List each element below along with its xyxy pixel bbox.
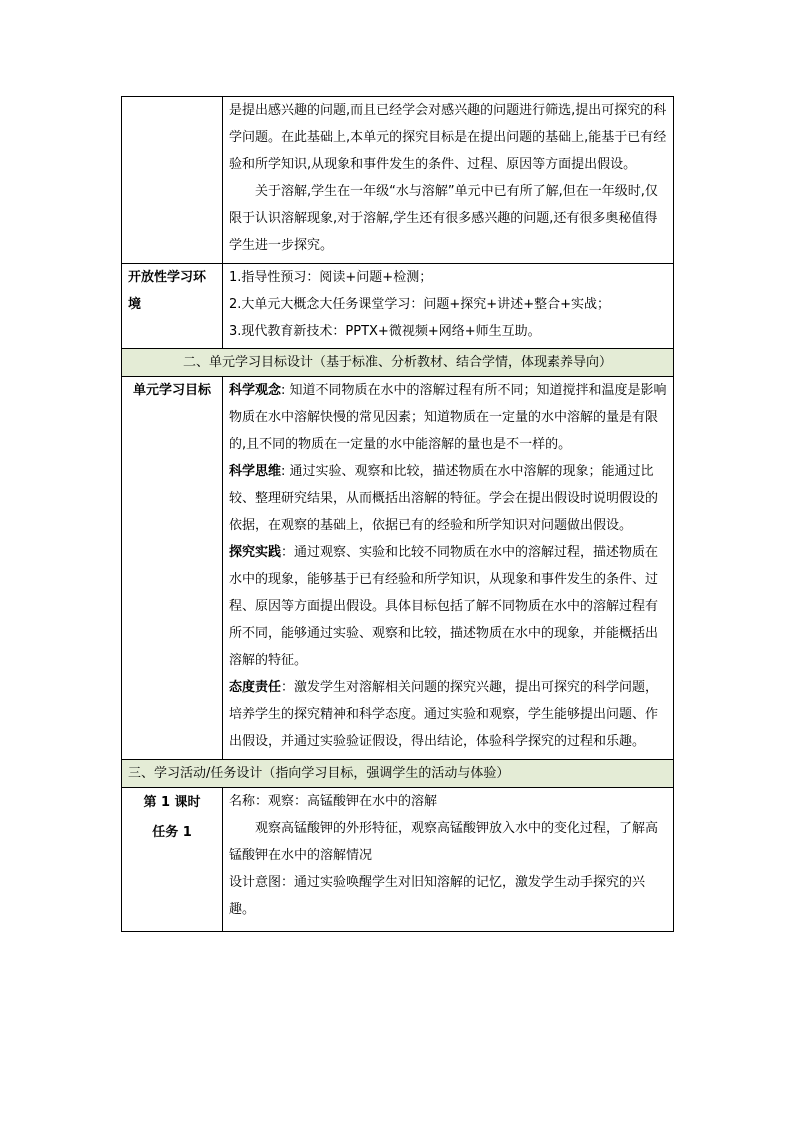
goal-text: 通过观察、实验和比较不同物质在水中的溶解过程，描述物质在水中的现象，能够基于已有经验和所学知识，从现象和事件发生的条件、过程、原因等方面提出假设。具体目标包括了解不同物质在水中的溶解过程有所不同，能够通过实验、观察和比较，描述物质在水中的现象，并能概括出溶解的特征。 [229, 545, 659, 668]
unit-goals-content [223, 377, 674, 760]
goal-head: 科学观念 [229, 383, 282, 398]
goal-text: 通过实验、观察和比较，描述物质在水中溶解的现象；能通过比较、整理研究结果，从而概括出溶解的特征。学会在提出假设时说明假设的依据，在观察的基础上，依据已有的经验和所学知识对问题做出假设。 [229, 464, 659, 533]
goal-science-concept [229, 377, 667, 458]
unit-goals-row [122, 377, 674, 760]
open-env-item-2: 2.大单元大概念大任务课堂学习：问题+探究+讲述+整合+实战； [229, 297, 610, 312]
goal-science-thinking [229, 458, 667, 539]
open-env-label: 开放性学习环境 [122, 264, 223, 349]
goal-sep: ： [281, 545, 295, 560]
lesson1-label [122, 788, 223, 932]
section3-header-row [122, 760, 674, 788]
intro-paragraph-2: 关于溶解,学生在一年级“水与溶解”单元中已有所了解,但在一年级时,仅限于认识溶解现象,对于溶解,学生还有很多感兴趣的问题,还有很多奥秘值得学生进一步探究。 [229, 184, 658, 253]
goal-text: 知道不同物质在水中的溶解过程有所不同；知道搅拌和温度是影响物质在水中溶解快慢的常见因素；知道物质在一定量的水中溶解的量是有限的,且不同的物质在一定量的水中能溶解的量也是不一样的。 [229, 383, 667, 452]
lesson-plan-table [121, 96, 674, 932]
task-number: 任务 1 [152, 825, 192, 840]
intro-row [122, 97, 674, 264]
section3-title: 三、学习活动/任务设计（指向学习目标，强调学生的活动与体验） [122, 760, 674, 788]
goal-head: 态度责任 [229, 680, 282, 695]
intro-label-cell [122, 97, 223, 264]
unit-goals-label: 单元学习目标 [122, 377, 223, 760]
design-intent: 设计意图：通过实验唤醒学生对旧知溶解的记忆，激发学生动手探究的兴趣。 [229, 875, 646, 917]
goal-sep: : [281, 464, 290, 479]
section2-header-row [122, 349, 674, 377]
lesson1-content [223, 788, 674, 932]
goal-head: 科学思维 [229, 464, 282, 479]
task-description: 观察高锰酸钾的外形特征，观察高锰酸钾放入水中的变化过程，了解高锰酸钾在水中的溶解情况 [229, 821, 659, 863]
goal-sep: : [281, 383, 290, 398]
section2-title: 二、单元学习目标设计（基于标准、分析教材、结合学情，体现素养导向） [122, 349, 674, 377]
goal-sep: ： [281, 680, 295, 695]
lesson1-row [122, 788, 674, 932]
intro-paragraph-1: 是提出感兴趣的问题,而且已经学会对感兴趣的问题进行筛选,提出可探究的科学问题。在此基础上,本单元的探究目标是在提出问题的基础上,能基于已有经验和所学知识,从现象和事件发生的条件、过程、原因等方面提出假设。 [229, 103, 667, 172]
goal-inquiry-practice [229, 539, 667, 674]
lesson-number: 第 1 课时 [143, 795, 201, 810]
goal-text: 激发学生对溶解相关问题的探究兴趣，提出可探究的科学问题，培养学生的探究精神和科学态度。通过实验和观察，学生能够提出问题、作出假设，并通过实验验证假设，得出结论，体验科学探究的过程和乐趣。 [229, 680, 659, 749]
goal-attitude [229, 674, 667, 755]
open-env-item-1: 1.指导性预习：阅读+问题+检测； [229, 270, 433, 285]
open-env-row [122, 264, 674, 349]
task-name: 名称：观察：高锰酸钾在水中的溶解 [229, 794, 438, 809]
open-env-item-3: 3.现代教育新技术：PPTX+微视频+网络+师生互助。 [229, 324, 541, 339]
goal-head: 探究实践 [229, 545, 282, 560]
intro-content-cell [223, 97, 674, 264]
open-env-content [223, 264, 674, 349]
